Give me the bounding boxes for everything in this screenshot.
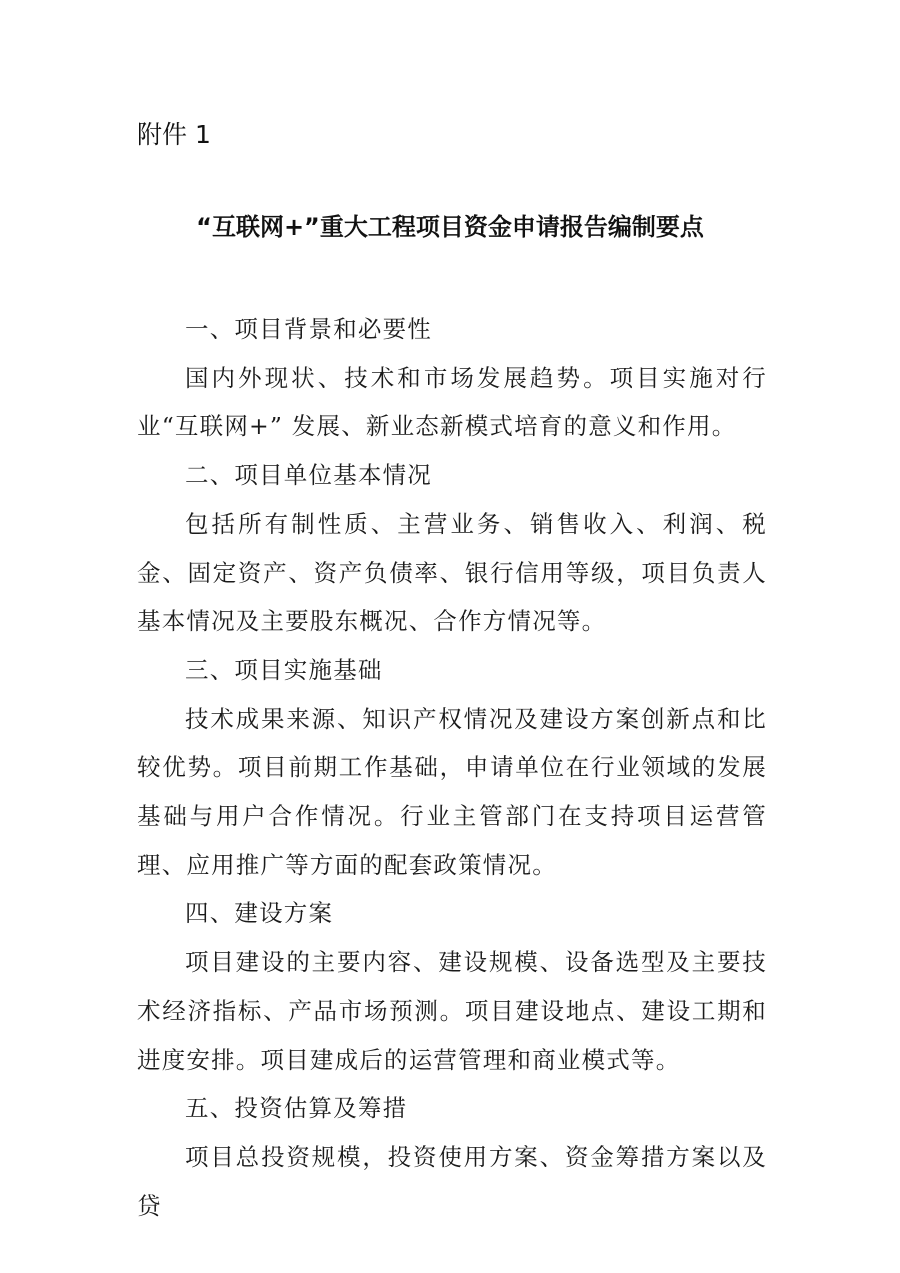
section-paragraph: 项目总投资规模，投资使用方案、资金筹措方案以及贷 [137, 1142, 767, 1220]
section-paragraph: 项目建设的主要内容、建设规模、设备选型及主要技术经济指标、产品市场预测。项目建设地点、建设工期和进度安排。项目建成后的运营管理和商业模式等。 [137, 948, 767, 1074]
section-heading: 四、建设方案 [185, 899, 334, 928]
document-body [137, 305, 767, 1230]
section-heading: 三、项目实施基础 [185, 655, 383, 684]
attachment-label: 附件 1 [137, 120, 211, 149]
document-title: “互联网+”重大工程项目资金申请报告编制要点 [196, 213, 704, 241]
section-heading: 二、项目单位基本情况 [185, 461, 432, 490]
section-paragraph: 国内外现状、技术和市场发展趋势。项目实施对行业“互联网+” 发展、新业态新模式培育的意义和作用。 [137, 363, 767, 441]
section-paragraph: 包括所有制性质、主营业务、销售收入、利润、税金、固定资产、资产负债率、银行信用等级，项目负责人基本情况及主要股东概况、合作方情况等。 [137, 509, 767, 636]
section-heading: 五、投资估算及筹措 [185, 1094, 408, 1123]
section-paragraph: 技术成果来源、知识产权情况及建设方案创新点和比较优势。项目前期工作基础，申请单位在行业领域的发展基础与用户合作情况。行业主管部门在支持项目运营管理、应用推广等方面的配套政策情况。 [137, 704, 767, 879]
section-heading: 一、项目背景和必要性 [185, 315, 432, 343]
